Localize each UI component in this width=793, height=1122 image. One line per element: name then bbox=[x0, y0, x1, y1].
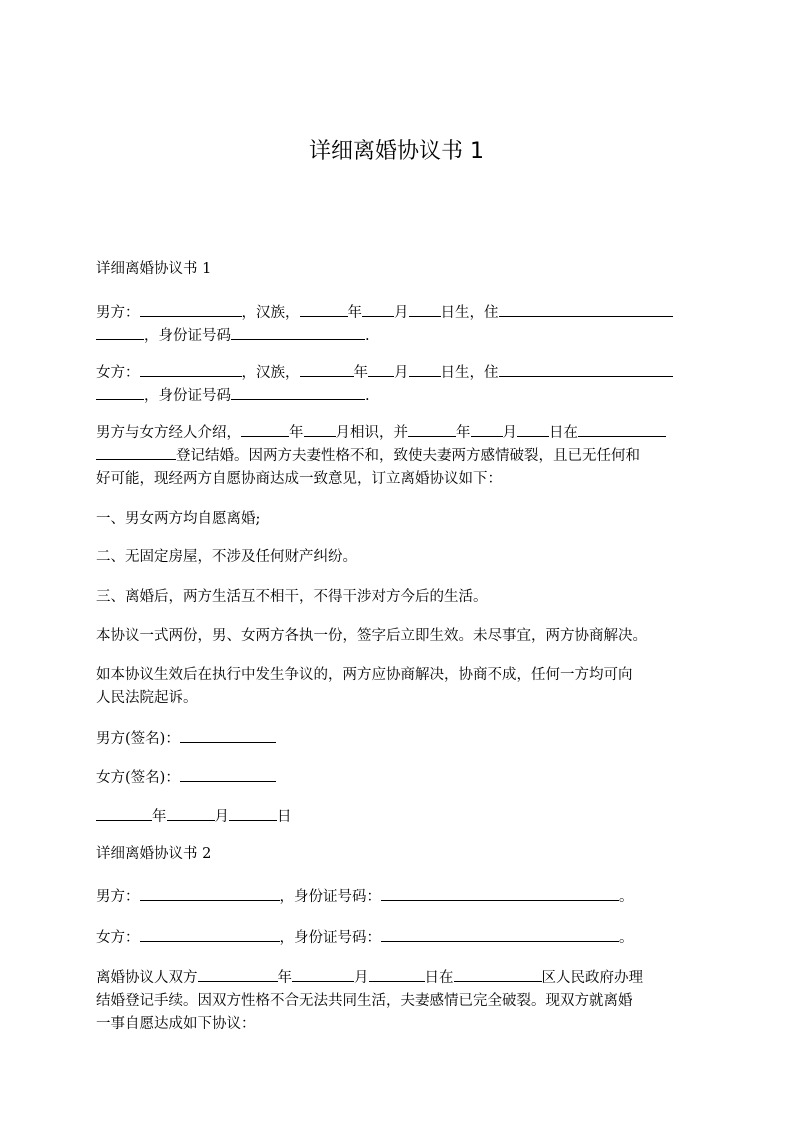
intro-line1: 男方与女方经人介绍， 年 月相识，并 年 月 日在 bbox=[96, 422, 700, 445]
section2-heading: 详细离婚协议书 2 bbox=[96, 846, 212, 862]
section2-intro-line2: 结婚登记手续。因双方性格不合无法共同生活，夫妻感情已完全破裂。现双方就离婚 bbox=[96, 993, 633, 1009]
blank bbox=[304, 422, 336, 437]
dispute-clause-line1: 如本协议生效后在执行中发生争议的，两方应协商解决，协商不成，任何一方均可向 bbox=[96, 667, 633, 683]
female-party-line1: 女方： ，汉族， 年 月 日生，住 bbox=[96, 362, 700, 385]
blank bbox=[454, 967, 542, 982]
signature-blank bbox=[180, 767, 276, 782]
female-signature-line: 女方(签名)： bbox=[96, 767, 700, 790]
male-signature-line: 男方(签名)： bbox=[96, 728, 700, 751]
section2-female-line: 女方： ，身份证号码： 。 bbox=[96, 927, 700, 950]
signature-blank bbox=[180, 728, 276, 743]
blank bbox=[96, 325, 144, 340]
blank bbox=[471, 422, 503, 437]
blank bbox=[231, 385, 365, 400]
female-party-line2: ，身份证号码 . bbox=[96, 385, 700, 408]
blank bbox=[381, 886, 619, 901]
blank bbox=[409, 362, 441, 377]
document-title: 详细离婚协议书 1 bbox=[309, 139, 484, 164]
section2-intro-line1: 离婚协议人双方 年 月 日在 区人民政府办理 bbox=[96, 967, 700, 990]
blank bbox=[96, 385, 144, 400]
blank bbox=[292, 967, 354, 982]
blank bbox=[368, 362, 394, 377]
blank bbox=[140, 362, 242, 377]
clause-3: 三、离婚后，两方生活互不相干，不得干涉对方今后的生活。 bbox=[96, 589, 488, 605]
blank bbox=[408, 422, 456, 437]
intro-line3: 好可能，现经两方自愿协商达成一致意见，订立离婚协议如下： bbox=[96, 471, 502, 487]
male-party-line2: ，身份证号码 . bbox=[96, 325, 700, 348]
blank bbox=[362, 302, 394, 317]
male-party-line1: 男方： ，汉族， 年 月 日生，住 bbox=[96, 302, 700, 325]
blank bbox=[300, 362, 354, 377]
blank bbox=[231, 325, 365, 340]
date-line: 年 月 日 bbox=[96, 806, 700, 829]
blank bbox=[369, 967, 425, 982]
blank bbox=[241, 422, 289, 437]
section1-heading: 详细离婚协议书 1 bbox=[96, 261, 212, 277]
blank bbox=[499, 302, 673, 317]
blank bbox=[499, 362, 673, 377]
blank bbox=[517, 422, 549, 437]
section2-male-line: 男方： ，身份证号码： 。 bbox=[96, 886, 700, 909]
blank bbox=[96, 445, 176, 460]
copies-clause: 本协议一式两份，男、女两方各执一份，签字后立即生效。未尽事宜，两方协商解决。 bbox=[96, 628, 647, 644]
clause-1: 一、男女两方均自愿离婚; bbox=[96, 511, 261, 527]
blank bbox=[96, 806, 152, 821]
intro-line2: 登记结婚。因两方夫妻性格不和，致使夫妻两方感情破裂，且已无任何和 bbox=[96, 445, 700, 468]
blank bbox=[140, 886, 280, 901]
dispute-clause-line2: 人民法院起诉。 bbox=[96, 690, 198, 706]
blank bbox=[300, 302, 348, 317]
blank bbox=[578, 422, 666, 437]
blank bbox=[140, 302, 242, 317]
blank bbox=[409, 302, 441, 317]
blank bbox=[140, 927, 280, 942]
blank bbox=[381, 927, 619, 942]
blank bbox=[229, 806, 277, 821]
blank bbox=[198, 967, 278, 982]
clause-2: 二、无固定房屋，不涉及任何财产纠纷。 bbox=[96, 549, 357, 565]
blank bbox=[167, 806, 215, 821]
section2-intro-line3: 一事自愿达成如下协议： bbox=[96, 1016, 256, 1032]
